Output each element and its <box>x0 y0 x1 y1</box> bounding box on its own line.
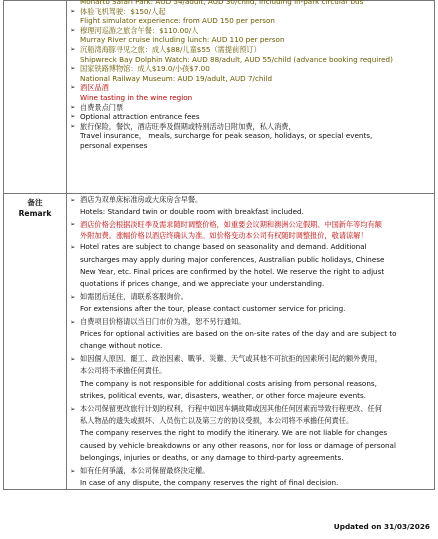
item-text-line: Flight simulator experience: from AUD 150 per person <box>80 16 275 26</box>
list-item <box>70 291 432 316</box>
list-item <box>70 64 432 83</box>
item-text-line: 酒店价格会根据淡旺季及需求随时调整价格，如重要会议期和澳洲公定假期、中国新年等均有额 <box>80 219 382 229</box>
list-item <box>70 26 432 45</box>
item-text-line: personal expenses <box>80 140 148 150</box>
list-item <box>70 103 432 113</box>
itinerary-table <box>3 0 435 490</box>
item-text-line: Shipwreck Bay Dolphin Watch: AUD 88/adult, AUD 55/child (advance booking required) <box>80 54 393 64</box>
exclusions-list <box>67 0 434 151</box>
item-text-line: Travel insurance， meals, surcharge for peak season, holidays, or special events, <box>80 131 373 141</box>
item-text-line: Wine tasting in the wine region <box>80 92 193 102</box>
item-text-line: Optional attraction entrance fees <box>80 112 200 122</box>
bullet-arrow-icon: ➢ <box>70 25 76 34</box>
list-item <box>70 316 432 353</box>
bullet-arrow-icon: ➢ <box>70 44 76 53</box>
item-text-line: Murray River cruise including lunch: AUD 110 per person <box>80 35 285 45</box>
list-item <box>70 45 432 64</box>
bullet-arrow-icon: ➢ <box>70 83 76 92</box>
item-text-line: 如因個人原因、罷工、政治因素、戰爭、災難、天气或其他不可抗拒的因素所引起的额外费用， <box>80 353 382 363</box>
remark-cell <box>67 194 435 490</box>
list-item <box>70 194 432 219</box>
item-text-line: 旅行保险，餐饮，酒店旺季及假期或特别活动日附加费，私人消费， <box>80 121 296 131</box>
bullet-arrow-icon: ➢ <box>70 292 76 301</box>
remark-label-cell <box>4 194 67 490</box>
item-text-line: New Year, etc. Final prices are confirmed by the hotel. We reserve the right to adjust <box>80 267 385 277</box>
item-text-line: 如有任何爭議，本公司保留最終決定權。 <box>80 465 210 475</box>
item-text-line: 自费景点门票 <box>80 102 124 112</box>
bullet-arrow-icon: ➢ <box>70 219 76 228</box>
item-text-line: 沉船湾海豚寻见之旅：成人$88/儿童$55（需提前预订） <box>80 44 261 54</box>
bullet-arrow-icon: ➢ <box>70 404 76 413</box>
list-item <box>70 403 432 465</box>
item-text-line: quotations if prices change, and we appreciate your understanding. <box>80 279 325 289</box>
list-item <box>70 219 432 241</box>
item-text-line: 私人物品的遗失或损坏、人员伤亡以及第三方的协议受损，本公司将不承擔任何責任。 <box>80 415 354 425</box>
list-item <box>70 112 432 122</box>
item-text-line: 外附加费。涨幅价格以酒店终确认为准。如价格变动本公司有权随时调整报价，敬请谅解！ <box>80 231 368 241</box>
list-item <box>70 241 432 291</box>
item-text-line: caused by vehicle breakdowns or any other reasons, nor for loss or damage of personal <box>80 440 396 450</box>
item-text-line: Hotels: Standard twin or double room with breakfast included. <box>80 207 304 217</box>
item-text-line: For extensions after the tour, please contact customer service for pricing. <box>80 304 346 314</box>
bullet-arrow-icon: ➢ <box>70 354 76 363</box>
item-text-line: 本公司保留更改旅行计划的权利，行程中如因车辆故障或因其他任何因素而导致行程更改、任何 <box>80 403 382 413</box>
item-text-line: 体验飞机驾驶：$150/人起 <box>80 6 166 16</box>
item-text-line: 国家铁路博物馆：成人$19.0/小孩$7.00 <box>80 64 210 74</box>
list-item <box>70 7 432 26</box>
bullet-arrow-icon: ➢ <box>70 64 76 73</box>
item-text-line: 酒区品酒 <box>80 83 109 93</box>
remark-label-cn: 备注 <box>27 198 43 207</box>
item-text-line: 本公司将不承擔任何責任。 <box>80 366 167 376</box>
item-text-line: The company reserves the right to modify the itinerary. We are not liable for changes <box>80 428 388 438</box>
item-text-line: Prices for optional activities are based on the on-site rates of the day and are subject to <box>80 329 397 339</box>
exclusions-row <box>4 1 435 194</box>
bullet-arrow-icon: ➢ <box>70 317 76 326</box>
item-text-line: National Railway Museum: AUD 19/adult, AUD 7/child <box>80 73 273 83</box>
item-text-line: 自费项目价格请以当日门市价为准，恕不另行通知。 <box>80 316 246 326</box>
item-text-line: Monarto Safari Park: AUD 54/adult, AUD 30/child, including in-park circular bus <box>80 0 364 6</box>
bullet-arrow-icon: ➢ <box>70 466 76 475</box>
list-item <box>70 465 432 490</box>
bullet-arrow-icon: ➢ <box>70 243 76 252</box>
item-text-line: Hotel rates are subject to change based on seasonality and demand. Additional <box>80 242 367 252</box>
item-text-line: 如需团后延住，请联系客服询价。 <box>80 291 188 301</box>
item-text-line: 酒店为双单床标准房或大床房含早餐。 <box>80 195 203 204</box>
bullet-arrow-icon: ➢ <box>70 196 76 204</box>
exclusions-cell <box>67 1 435 194</box>
item-text-line: surcharges may apply during major conferences, Australian public holidays, Chinese <box>80 254 385 264</box>
item-text-line: strikes, political events, war, disasters, weather, or other force majeure events. <box>80 391 366 401</box>
list-item <box>70 122 432 151</box>
bullet-arrow-icon: ➢ <box>70 6 76 15</box>
updated-date: Updated on 31/03/2026 <box>333 522 430 531</box>
remark-list <box>67 194 434 489</box>
item-text-line: belongings, injuries or deaths, or any damage to third-party agreements. <box>80 453 344 463</box>
list-item <box>70 353 432 403</box>
list-item <box>70 83 432 102</box>
blank-label-cell <box>4 1 67 194</box>
item-text-line: 穆理河巡游之旅含午餐：$110.00/人 <box>80 25 199 35</box>
bullet-arrow-icon: ➢ <box>70 102 76 111</box>
item-text-line: The company is not responsible for additional costs arising from personal reasons, <box>80 378 377 388</box>
remark-label-en: Remark <box>18 209 52 218</box>
item-text-line: change without notice. <box>80 341 163 351</box>
bullet-arrow-icon: ➢ <box>70 121 76 130</box>
remark-label <box>4 194 66 219</box>
item-text-line: In case of any dispute, the company reserves the right of final decision. <box>80 477 339 487</box>
list-item <box>70 0 432 7</box>
bullet-arrow-icon: ➢ <box>70 112 76 121</box>
remark-row <box>4 194 435 490</box>
